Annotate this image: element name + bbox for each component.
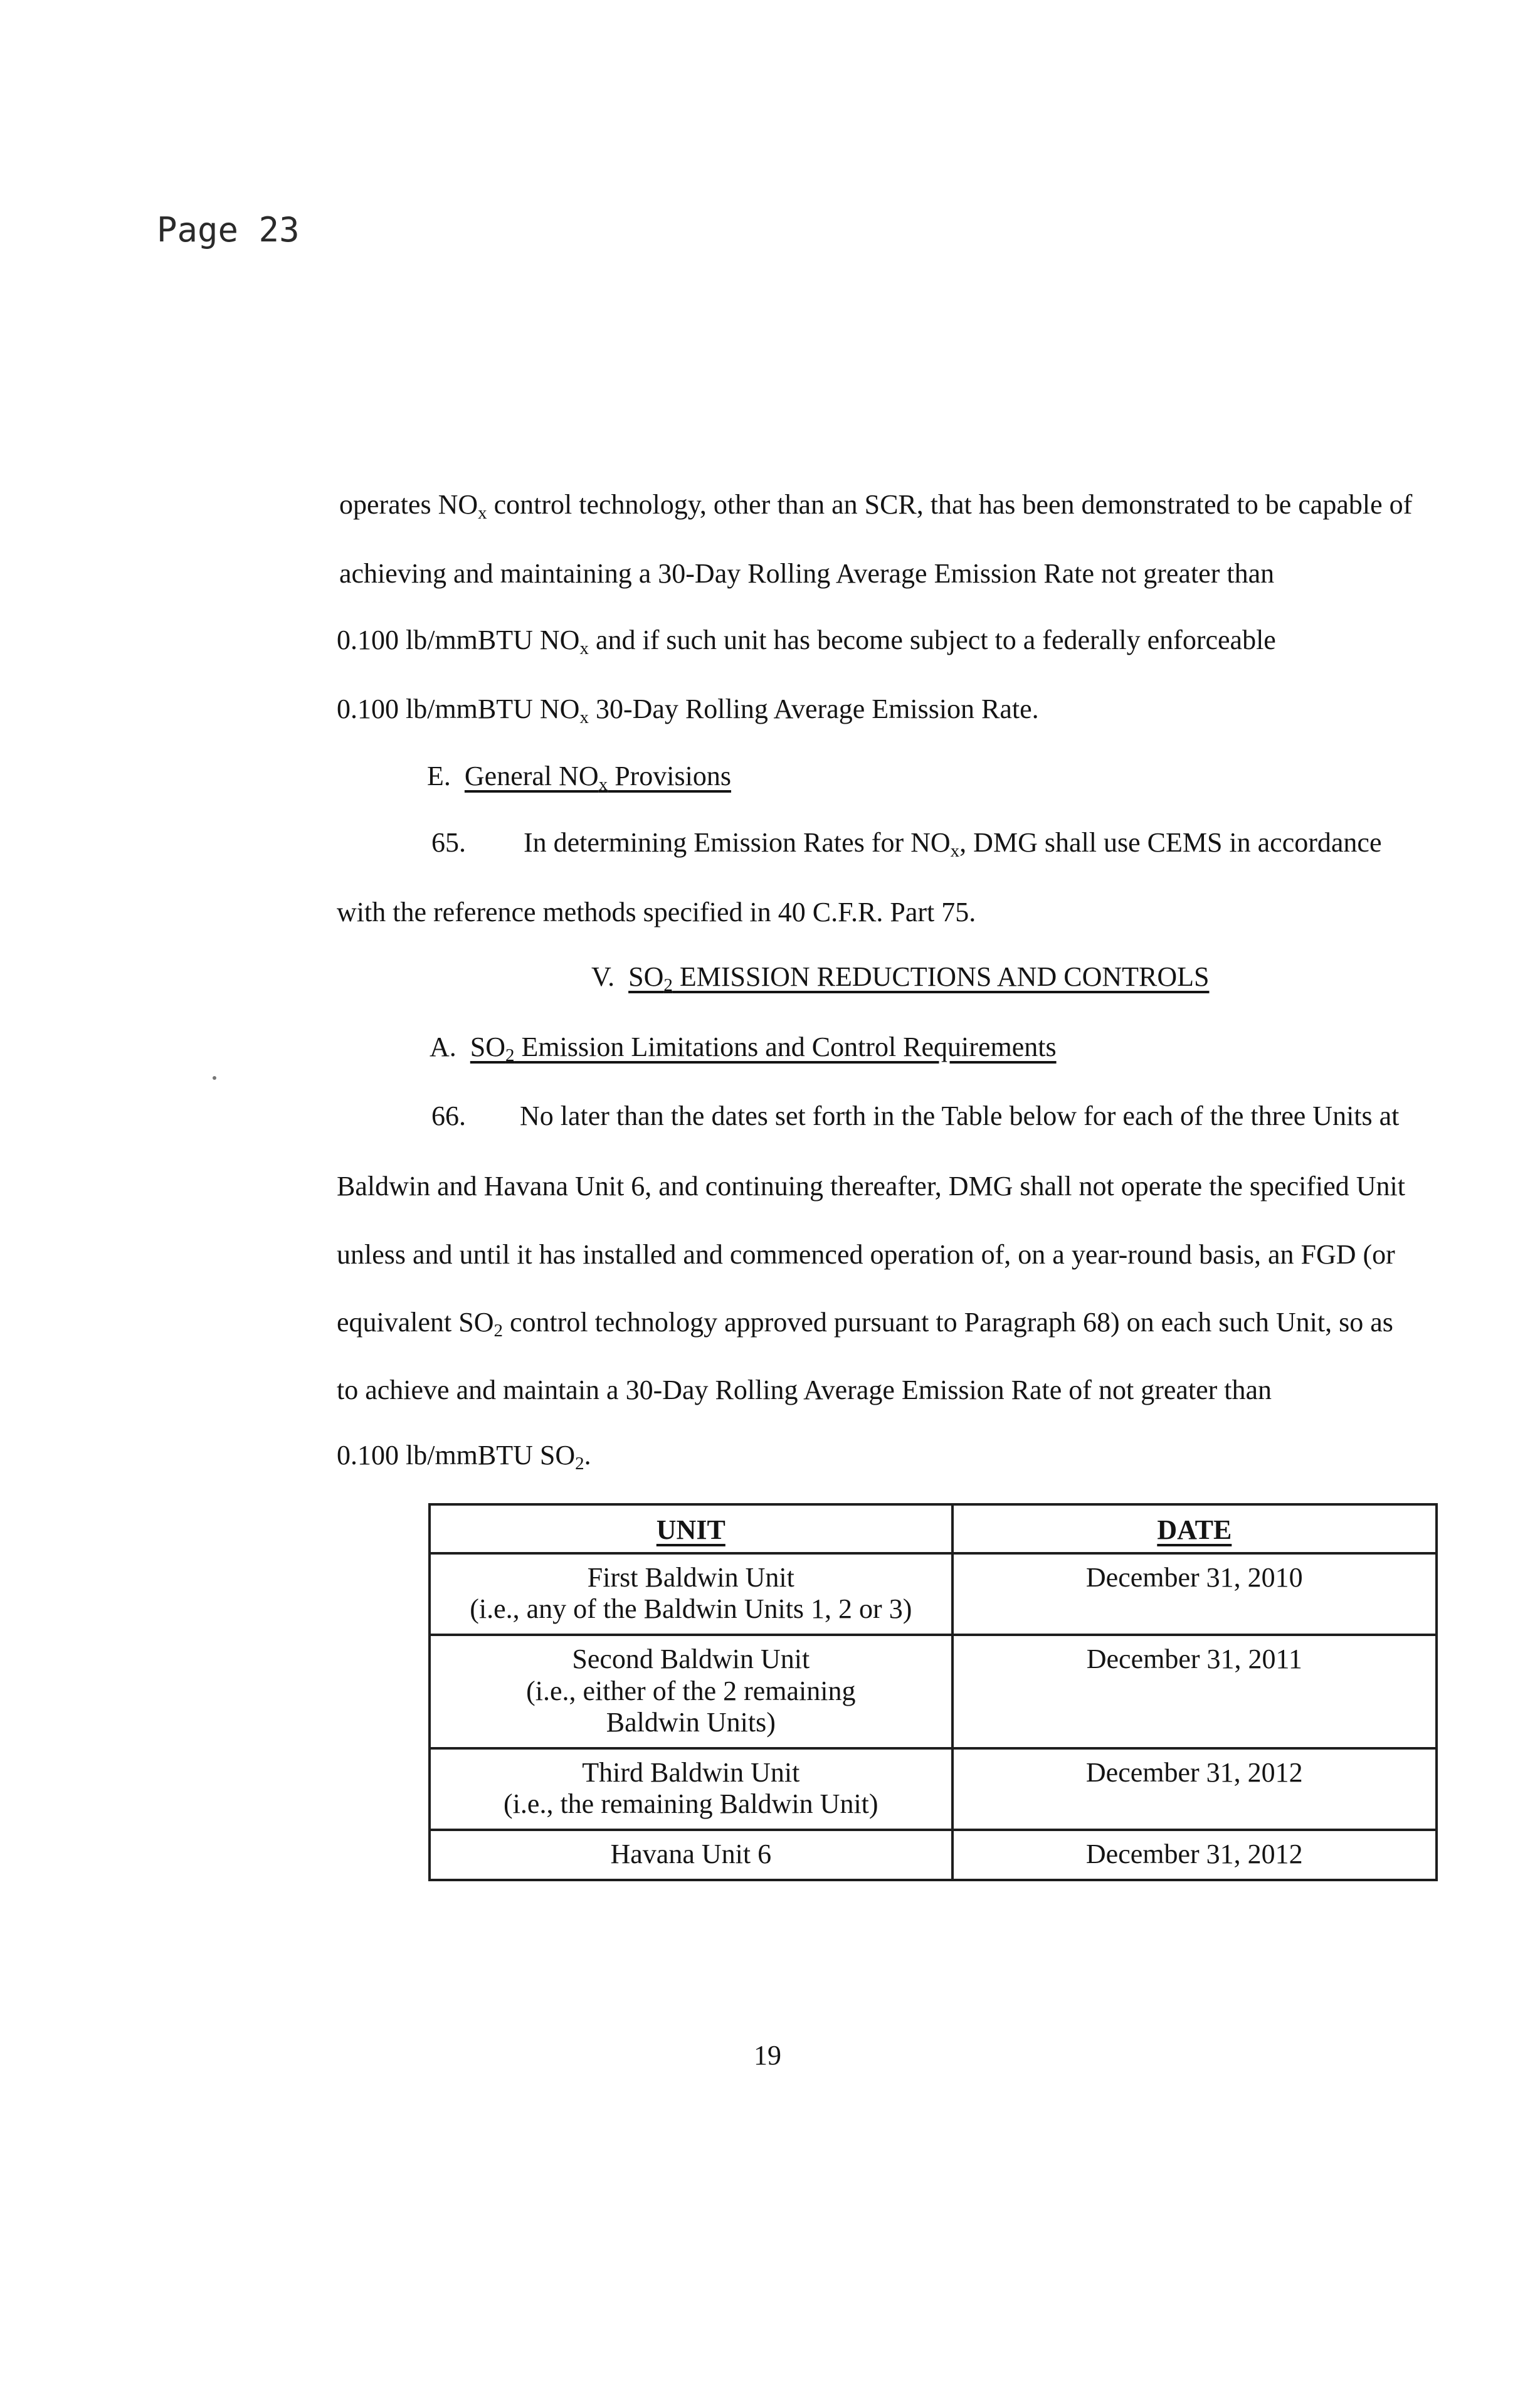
section-e-title: General $NO_x$ Provisions bbox=[464, 761, 732, 795]
para-66-line-3: unless and until it has installed and commenced operation of, on a year-round basis, an FGD (or bbox=[337, 1239, 1395, 1270]
para-65-number: 65. bbox=[431, 827, 466, 858]
section-a-title: $SO_2$ Emission Limitations and Control Requirements bbox=[470, 1032, 1057, 1065]
para-66-line-2: Baldwin and Havana Unit 6, and continuing thereafter, DMG shall not operate the specified Unit bbox=[337, 1171, 1405, 1201]
date-cell: December 31, 2012 bbox=[952, 1830, 1437, 1880]
table-row bbox=[430, 1830, 1437, 1880]
subscript-x: x bbox=[478, 503, 487, 523]
page-number: 19 bbox=[754, 2040, 781, 2071]
para-65-line-1: In determining Emission Rates for $NO_x$, DMG shall use CEMS in accordance bbox=[524, 827, 1382, 861]
unit-cell: Third Baldwin Unit (i.e., the remaining Baldwin Unit) bbox=[430, 1748, 952, 1830]
unit-date-table bbox=[428, 1503, 1438, 1881]
unit-cell: Second Baldwin Unit (i.e., either of the 2 remaining Baldwin Units) bbox=[430, 1635, 952, 1748]
date-cell: December 31, 2010 bbox=[952, 1553, 1437, 1635]
unit-cell: Havana Unit 6 bbox=[430, 1830, 952, 1880]
date-cell: December 31, 2011 bbox=[952, 1635, 1437, 1748]
para-66-line-1: No later than the dates set forth in the Table below for each of the three Units at bbox=[520, 1101, 1400, 1131]
section-v-heading: V. $SO_2$ EMISSION REDUCTIONS AND CONTROLS bbox=[591, 961, 1210, 995]
subscript-2: 2 bbox=[575, 1454, 584, 1474]
para-66-line-5: to achieve and maintain a 30-Day Rolling Average Emission Rate of not greater than bbox=[337, 1375, 1272, 1405]
section-e-heading: E. General $NO_x$ Provisions bbox=[427, 761, 732, 795]
date-cell: December 31, 2012 bbox=[952, 1748, 1437, 1830]
scan-speck bbox=[213, 1076, 216, 1080]
para-65-line-2: with the reference methods specified in 40 C.F.R. Part 75. bbox=[337, 897, 976, 927]
subscript-2: 2 bbox=[493, 1321, 504, 1341]
nox-line-3: 0.100 lb/mmBTU $NO_x$ and if such unit has become subject to a federally enforceable bbox=[337, 625, 1276, 658]
unit-cell: First Baldwin Unit (i.e., any of the Baldwin Units 1, 2 or 3) bbox=[430, 1553, 952, 1635]
para-66-number: 66. bbox=[431, 1101, 466, 1131]
para-66-line-6: 0.100 lb/mmBTU $SO_2$. bbox=[337, 1440, 591, 1474]
para-66-line-4: equivalent $SO_2$ control technology approved pursuant to Paragraph 68) on each such Unit, so as bbox=[337, 1307, 1393, 1341]
header-unit: UNIT bbox=[430, 1504, 952, 1553]
subscript-x: x bbox=[579, 707, 589, 727]
nox-line-2: achieving and maintaining a 30-Day Rolling Average Emission Rate not greater than bbox=[339, 558, 1275, 589]
table-row bbox=[430, 1635, 1437, 1748]
section-v-title: $SO_2$ EMISSION REDUCTIONS AND CONTROLS bbox=[628, 961, 1210, 995]
subscript-x: x bbox=[950, 841, 960, 861]
nox-line-4: 0.100 lb/mmBTU $NO_x$ 30-Day Rolling Average Emission Rate. bbox=[337, 694, 1039, 727]
page-header-label: Page 23 bbox=[157, 210, 300, 250]
table-row bbox=[430, 1748, 1437, 1830]
table-header-row bbox=[430, 1504, 1437, 1553]
subscript-x: x bbox=[579, 638, 589, 658]
header-date: DATE bbox=[952, 1504, 1437, 1553]
table-row bbox=[430, 1553, 1437, 1635]
nox-line-1: operates $NO_x$ control technology, other than an SCR, that has been demonstrated to be capable of bbox=[339, 489, 1413, 523]
section-a-heading: A. $SO_2$ Emission Limitations and Control Requirements bbox=[430, 1032, 1057, 1065]
